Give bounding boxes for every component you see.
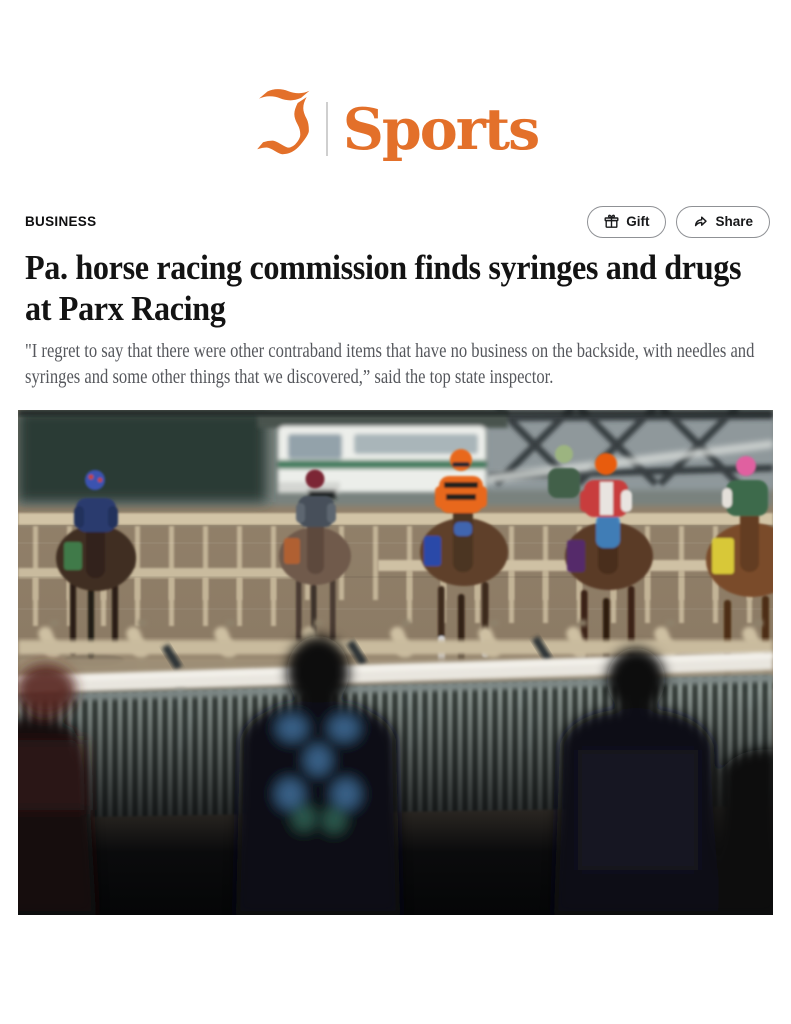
logo-divider [326,102,328,156]
photo-background [18,410,773,506]
article-actions [587,206,770,238]
masthead [0,0,791,174]
kicker-row [25,206,770,238]
section-kicker[interactable]: BUSINESS [25,214,97,230]
photo-top-edge [18,410,773,416]
horse-race-photo-illustration [18,410,773,915]
article-header [25,206,770,393]
share-button[interactable] [676,206,770,238]
article-headline: Pa. horse racing commission finds syringes and drugs at Parx Racing [25,247,742,328]
article-subheadline: "I regret to say that there were other contraband items that have no business on the backside, with needles and syringes and some other things that we discovered,” said the top state inspector. [25,340,755,389]
inquirer-logo-glyph: ℑ [252,74,313,174]
gift-button[interactable] [587,206,666,238]
inquirer-logo[interactable] [252,74,539,174]
section-title: Sports [342,96,539,164]
gift-icon [604,214,619,229]
share-button-label: Share [715,214,753,230]
gift-button-label: Gift [626,214,650,230]
share-icon [693,214,708,229]
hero-photo [18,410,773,915]
